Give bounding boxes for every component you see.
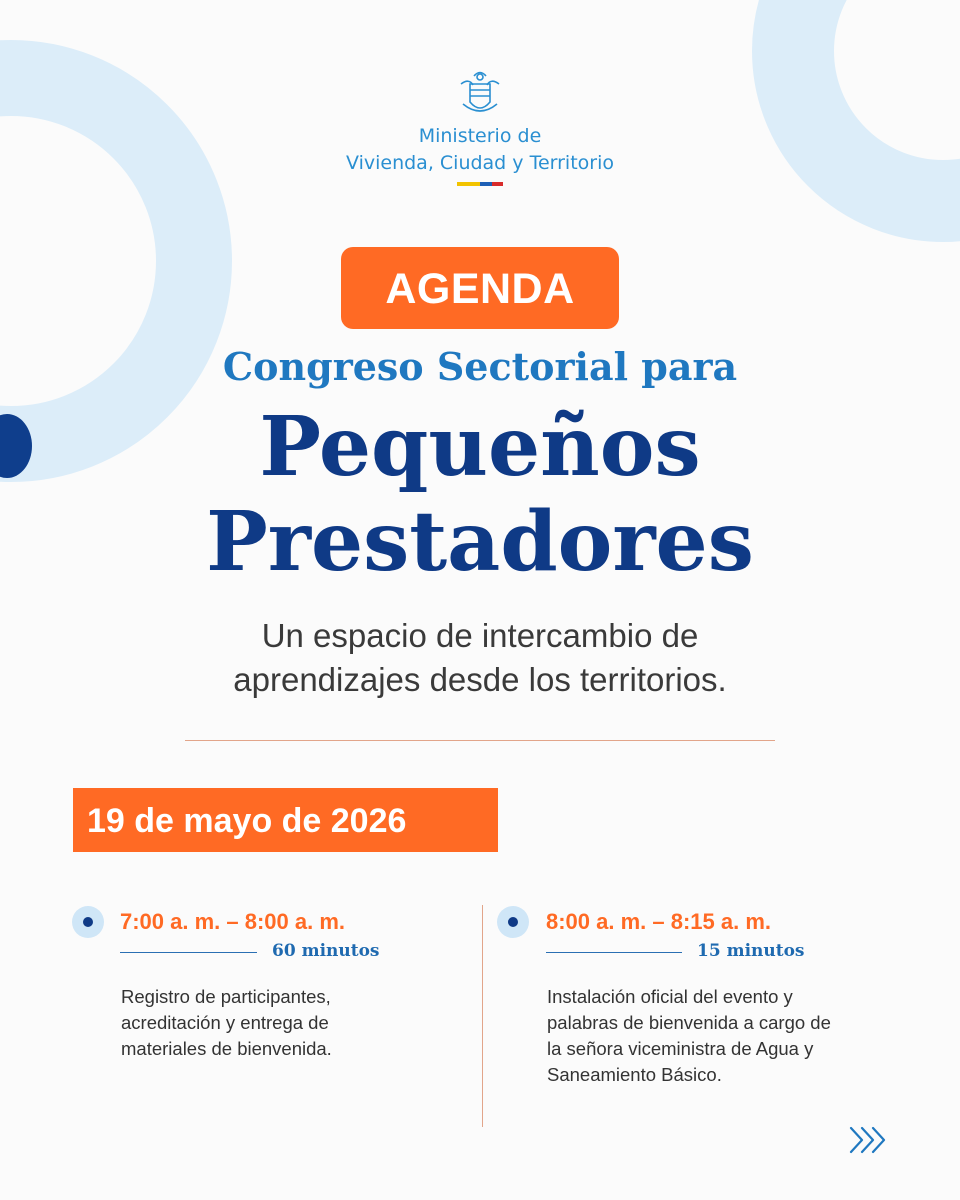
session-2-desc-line: la señora viceministra de Agua y [547, 1038, 814, 1059]
ministry-name-line2: Vivienda, Ciudad y Territorio [346, 152, 614, 174]
event-subtitle: Congreso Sectorial para [222, 344, 738, 389]
ministry-logo [0, 68, 960, 186]
session-1-time: 7:00 a. m. – 8:00 a. m. [120, 909, 346, 934]
session-1-desc-line: acreditación y entrega de [121, 1012, 329, 1033]
tagline-line1: Un espacio de intercambio de [261, 617, 699, 654]
session-2-duration-line [546, 952, 682, 953]
session-1-description [121, 984, 461, 1062]
session-2-description [547, 984, 917, 1088]
session-1-duration-line [120, 952, 257, 953]
event-title [0, 400, 960, 590]
tagline-line2: aprendizajes desde los territorios. [233, 661, 727, 698]
session-2-duration: 15 minutos [697, 941, 805, 961]
session-2-time: 8:00 a. m. – 8:15 a. m. [546, 909, 772, 934]
session-2-desc-line: Instalación oficial del evento y [547, 986, 793, 1007]
ministry-name-line1: Ministerio de [418, 125, 542, 147]
session-1-desc-line: materiales de bienvenida. [121, 1038, 332, 1059]
column-separator [482, 905, 483, 1127]
session-1-duration: 60 minutos [272, 941, 380, 961]
event-tagline [0, 614, 960, 702]
bullet-dot-icon [72, 906, 104, 938]
event-title-line1: Pequeños [259, 399, 701, 495]
section-divider [185, 740, 775, 741]
session-1-desc-line: Registro de participantes, [121, 986, 331, 1007]
event-title-line2: Prestadores [206, 494, 754, 590]
date-badge: 19 de mayo de 2026 [73, 788, 498, 852]
coat-of-arms-icon [457, 68, 503, 120]
next-arrows-icon[interactable] [848, 1124, 890, 1156]
colombia-flag-stripe [457, 182, 503, 186]
session-2-desc-line: Saneamiento Básico. [547, 1064, 722, 1085]
agenda-badge: AGENDA [341, 247, 619, 329]
bullet-dot-icon [497, 906, 529, 938]
session-2-desc-line: palabras de bienvenida a cargo de [547, 1012, 831, 1033]
